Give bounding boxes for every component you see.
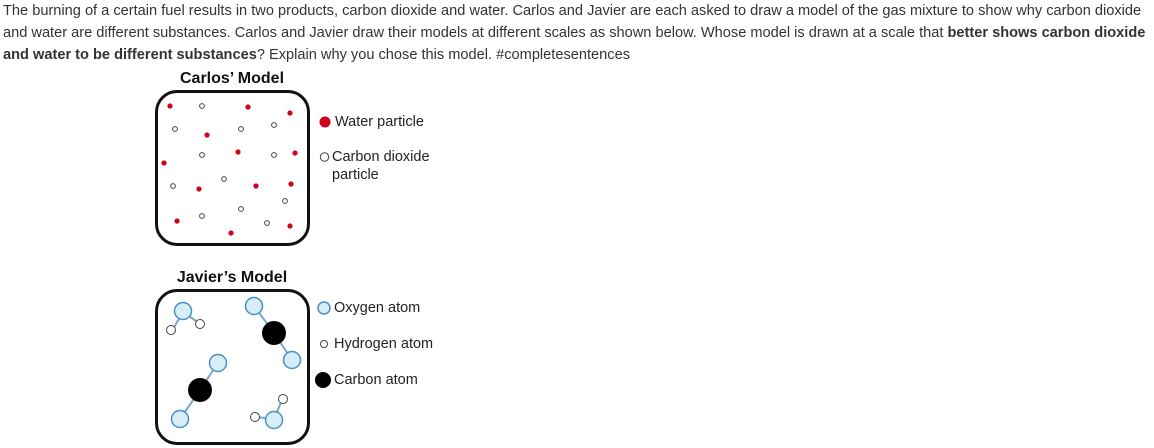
hydrogen-atom (251, 413, 260, 422)
carbon-atom (262, 321, 286, 345)
water-particle (245, 104, 250, 109)
water-particle (228, 230, 233, 235)
legend-water-label: Water particle (335, 114, 424, 130)
co2-particle-icon (319, 151, 331, 163)
legend-carbon-label: Carbon atom (334, 372, 418, 388)
legend-hydrogen-label: Hydrogen atom (334, 336, 434, 352)
hydrogen-atom (196, 320, 205, 329)
legend-water (318, 112, 458, 132)
carlos-model-box (155, 90, 310, 246)
hydrogen-atom (279, 395, 288, 404)
oxygen-atom (172, 411, 189, 428)
co2-particle (239, 127, 244, 132)
question-part-1: The burning of a certain fuel results in two products, carbon dioxide and water. Carlos and Javier are each asked to draw a model of the gas mixture to show why carbon dioxide and water are different substances. Carlos and Javier draw their models at different scales as shown below. Whose model is drawn at a scale that (3, 3, 1142, 41)
legend-co2-label-line1: Carbon dioxide (332, 149, 430, 165)
javier-model-box (155, 289, 310, 445)
co2-particle (272, 153, 277, 158)
legend-co2 (318, 147, 458, 187)
oxygen-atom (175, 303, 192, 320)
legend-co2-label-line2: particle (332, 167, 379, 183)
oxygen-atom (246, 298, 263, 315)
water-particle-icon (318, 115, 332, 129)
co2-particle (239, 207, 244, 212)
water-particle (287, 110, 292, 115)
hydrogen-atom-icon (316, 336, 332, 352)
co2-particle (200, 153, 205, 158)
carlos-particles (158, 93, 308, 243)
question-part-2: ? Explain why you chose this model. #completesentences (256, 47, 630, 63)
legend-hydrogen (316, 334, 456, 354)
co2-particle (173, 127, 178, 132)
javier-molecules (158, 292, 308, 442)
water-molecule (167, 303, 205, 335)
water-particle (174, 218, 179, 223)
carbon-dioxide-molecule (246, 298, 301, 369)
carlos-model-title: Carlos’ Model (179, 70, 285, 87)
oxygen-atom-icon (316, 300, 332, 316)
co2-particle (283, 199, 288, 204)
question-text (3, 0, 1151, 66)
legend-carbon (314, 370, 454, 390)
co2-particle (272, 123, 277, 128)
legend-oxygen (316, 298, 456, 318)
water-molecule (251, 395, 288, 429)
water-particle (288, 181, 293, 186)
water-particle (253, 183, 258, 188)
oxygen-atom (210, 355, 227, 372)
carbon-dioxide-particles (171, 104, 288, 226)
water-particle (204, 132, 209, 137)
legend-oxygen-label: Oxygen atom (334, 300, 421, 316)
water-particle (196, 186, 201, 191)
co2-particle (222, 177, 227, 182)
hydrogen-atom (167, 326, 176, 335)
oxygen-atom (266, 412, 283, 429)
question-bold-phrase: better shows carbon dioxide and water to be different substances (3, 25, 1146, 63)
carbon-dioxide-molecule (172, 355, 227, 428)
water-particles (161, 103, 297, 235)
water-particle (292, 150, 297, 155)
carbon-atom (188, 378, 212, 402)
javier-model-title: Javier’s Model (176, 269, 288, 286)
water-particle (287, 223, 292, 228)
co2-particle (171, 184, 176, 189)
water-particle (161, 160, 166, 165)
oxygen-atom (284, 352, 301, 369)
co2-particle (200, 104, 205, 109)
carbon-atom-icon (314, 371, 332, 389)
co2-particle (265, 221, 270, 226)
co2-particle (200, 214, 205, 219)
water-particle (235, 149, 240, 154)
water-particle (167, 103, 172, 108)
